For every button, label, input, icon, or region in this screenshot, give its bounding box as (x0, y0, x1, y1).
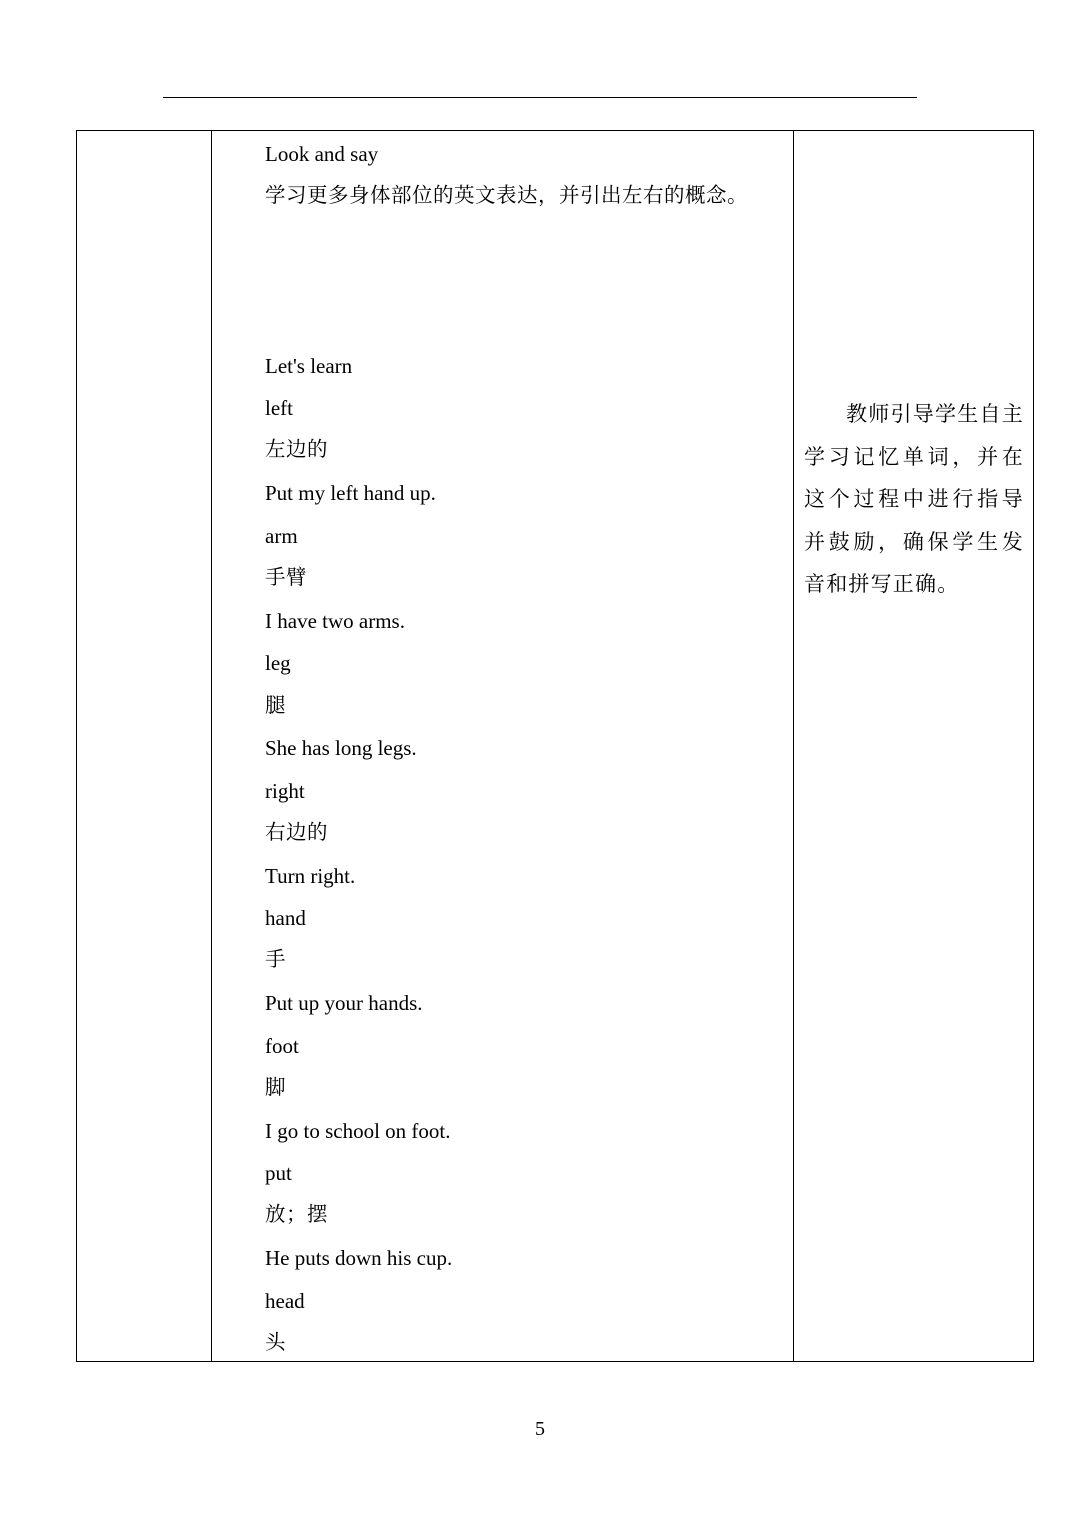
vocab-example: She has long legs. (265, 736, 417, 760)
vocab-example: He puts down his cup. (265, 1246, 453, 1270)
vocab-meaning: 手臂 (265, 567, 307, 589)
vocab-word: foot (265, 1034, 299, 1058)
design-intent-cell (794, 131, 1034, 1361)
look-and-say-description: 学习更多身体部位的英文表达，并引出左右的概念。 (265, 185, 748, 207)
activity-cell (212, 131, 793, 1361)
section-title-lets-learn: Let's learn (265, 354, 353, 378)
vocab-meaning: 头 (265, 1332, 286, 1354)
section-title-look-and-say: Look and say (265, 142, 379, 166)
vocab-meaning: 脚 (265, 1077, 286, 1099)
vocab-word: leg (265, 651, 291, 675)
vocab-word: right (265, 779, 305, 803)
header-rule (163, 97, 917, 98)
vocab-word: put (265, 1161, 292, 1185)
vocab-meaning: 右边的 (265, 822, 328, 844)
lesson-table (76, 130, 1034, 1362)
vocab-meaning: 手 (265, 949, 286, 971)
vocab-example: I go to school on foot. (265, 1119, 451, 1143)
vocab-word: left (265, 396, 293, 420)
vocab-word: head (265, 1289, 305, 1313)
teacher-note: 教师引导学生自主学习记忆单词，并在这个过程中进行指导并鼓励，确保学生发音和拼写正确。 (804, 402, 1024, 596)
vocab-word: arm (265, 524, 298, 548)
vocab-example: Put up your hands. (265, 991, 423, 1015)
vocab-meaning: 放；摆 (265, 1204, 328, 1226)
vocab-word: hand (265, 906, 306, 930)
vocab-example: I have two arms. (265, 609, 405, 633)
page-number: 5 (535, 1418, 545, 1440)
stage-cell (77, 131, 211, 1361)
vocab-meaning: 左边的 (265, 439, 328, 461)
vocab-example: Turn right. (265, 864, 356, 888)
vocab-meaning: 腿 (265, 695, 286, 717)
vocab-example: Put my left hand up. (265, 481, 436, 505)
